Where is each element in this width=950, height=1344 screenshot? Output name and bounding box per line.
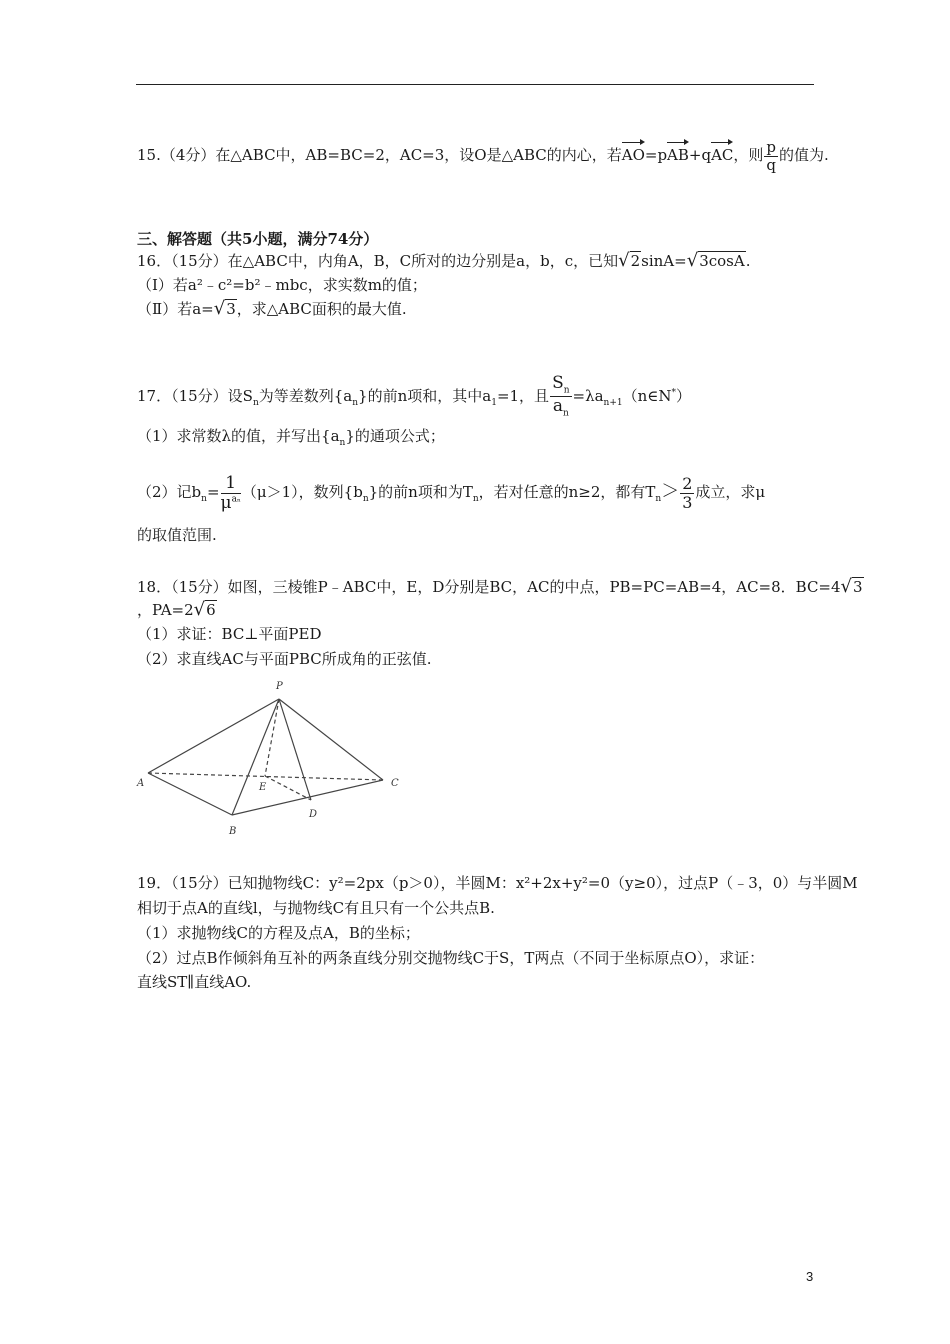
question-19-part-2: （2）过点B作倾斜角互补的两条直线分别交抛物线C于S，T两点（不同于坐标原点O），求证： [137,949,765,967]
fraction-1-over-mu-an: $\frac{1}{\mu^{a_n}}$ [220,473,241,513]
question-19-part-1: （1）求抛物线C的方程及点A，B的坐标； [137,924,420,942]
edge-pa [148,699,279,773]
label-a: A [137,778,145,789]
radical-sign: √ [840,576,853,597]
question-17: 17．（15分）设$S_n$为等差数列$\{a_n\}$的前n项和，其中$a_1=1$，且 $\frac{S_n}{a_n}$ $=\lambda a_{n+1}(n\in N^*)$ [137,373,692,419]
edge-pd-hidden [265,699,279,776]
edge-pc [279,699,383,780]
vector-ao: AO [622,141,645,166]
edge-pe [279,699,311,800]
question-19-part-2-continued: 直线ST∥直线AO. [137,973,252,991]
label-p: P [276,681,283,692]
question-16-part-2: （Ⅱ）若a=√3，求△ABC面积的最大值. [137,298,407,319]
header-rule [136,84,814,85]
radical-sign: √ [618,250,630,271]
fraction-2-over-3: $\frac{2}{3}$ [682,474,693,512]
question-19: 19．（15分）已知抛物线C：y²=2px（p＞0），半圆M：x²+2x+y²=0（y≥0），过点P（﹣3，0）与半圆M [137,874,858,892]
question-18-continued: ，PA=2√6 [137,599,216,620]
fraction-sn-over-an: $\frac{S_n}{a_n}$ [552,373,570,419]
section-heading: 三、解答题（共5小题，满分74分） [137,230,379,248]
label-c: C [391,778,399,789]
label-b: B [229,826,237,837]
question-16-part-1: （Ⅰ）若a²﹣c²=b²﹣mbc，求实数m的值； [137,276,427,294]
question-18-part-1: （1）求证：BC⊥平面PED [137,625,322,643]
radical-sign: √ [193,599,206,620]
question-18: 18．（15分）如图，三棱锥P﹣ABC中，E，D分别是BC，AC的中点，PB=PC=AB=4，AC=8．BC=4√3 [137,576,863,597]
label-e: E [259,782,267,793]
edge-ab [148,773,232,815]
vector-ac: AC [711,141,733,166]
fraction-p-over-q: $\frac{p}{q}$ [766,138,777,174]
page-number: 3 [806,1269,814,1284]
question-18-part-2: （2）求直线AC与平面PBC所成角的正弦值. [137,650,432,668]
question-15: 15.（4分）在△ABC中，AB=BC=2，AC=3，设O是△ABC的内心，若AO=pAB+qAC，则 $\frac{p}{q}$ 的值为. [137,138,829,174]
radical-sign: √ [213,298,226,319]
question-17-part-2-continued: 的取值范围. [137,526,217,544]
question-17-part-2: （2）记$b_n=$ $\frac{1}{\mu^{a_n}}$ （μ＞1），数列$\{b_n\}$的前n项和为$T_n$，若对任意的n≥2，都有$T_n>$ $\frac{2}{3}$ 成立，求μ [137,473,766,513]
vector-ab: AB [667,141,689,166]
edge-bc [232,780,383,815]
question-17-part-1: （1）求常数λ的值，并写出$\{a_n\}$的通项公式； [137,427,445,448]
pyramid-diagram [135,672,405,842]
radical-sign: √ [686,250,699,271]
question-16: 16．（15分）在△ABC中，内角A，B，C所对的边分别是a，b，c，已知√2sinA=√3cosA. [137,250,751,271]
question-19-continued: 相切于点A的直线l，与抛物线C有且只有一个公共点B. [137,899,495,917]
label-d: D [309,809,318,820]
edge-pb [232,699,279,815]
